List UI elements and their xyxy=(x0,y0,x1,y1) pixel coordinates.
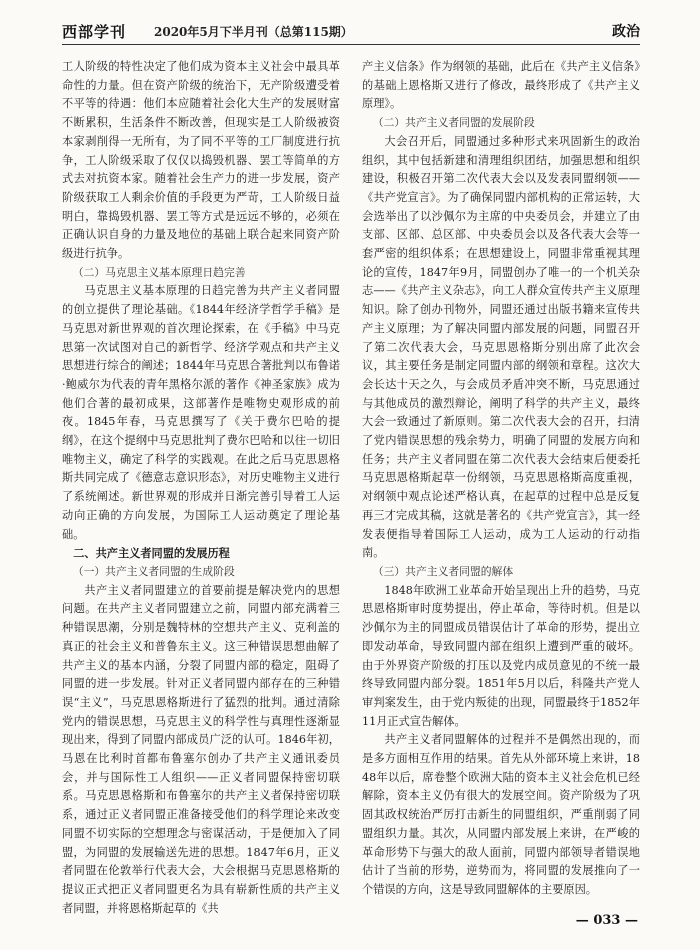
paragraph: 工人阶级的特性决定了他们成为资本主义社会中最具革命性的力量。但在资产阶级的统治下，无产阶级遭受着不平等的待遇：他们本应随着社会化大生产的发展财富不断累积，生活条件不断改善，但现实是工人阶级被资本家剥削得一无所有，为了同不平等的工厂制度进行抗争，工人阶级采取了仅仅以捣毁机器、罢工等简单的方式去对抗资本家。随着社会生产力的进一步发展，资产阶级获取工人剩余价值的手段更为严苛，工人阶级日益明白，靠捣毁机器、罢工等方式是远远不够的，必须在正确认识自身的力量及地位的基础上联合起来同资产阶级进行抗争。 xyxy=(62,60,340,261)
paragraph: 共产主义者同盟建立的首要前提是解决党内的思想问题。在共产主义者同盟建立之前，同盟内部充满着三种错误思潮，分别是魏特林的空想共产主义、克利盖的真正的社会主义和普鲁东主义。这三种错误思想曲解了共产主义的基本内涵，分裂了同盟内部的稳定，阻碍了同盟的进一步发展。针对正义者同盟内部存在的三种错误“主义”，马克思恩格斯进行了猛烈的批判。通过清除党内的错误思想，马克思主义的科学性与真理性逐渐显现出来，得到了同盟内部成员广泛的认可。1846年初，马恩在比利时首都布鲁塞尔创办了共产主义通讯委员会，并与国际性工人组织——正义者同盟保持密切联系。马克思恩格斯和布鲁塞尔的共产主义者保持密切联系，通过正义者同盟正准备接受他们的科学理论来改变同盟不切实际的空想理念与密谋活动，于是便加入了同盟，为同盟的发展输送先进的思想。1847年6月，正义者同盟在伦敦举行代表大会，大会根据马克思恩格斯的提议正式把正义者同盟更名为具有崭新性质的共产主义者同盟，并将恩格斯起草的《共 xyxy=(62,583,340,915)
paragraph: 马克思主义基本原理的日趋完善为共产主义者同盟的创立提供了理论基础。《1844年经济学哲学手稿》是马克思对新世界观的首次理论探索，在《手稿》中马克思第一次试图对自己的新哲学、经济学观点和共产主义思想进行综合的阐述；1844年马克思合著批判以布鲁诺·鲍威尔为代表的青年黑格尔派的著作《神圣家族》成为他们合著的最初成果，这部著作是唯物史观形成的前夜。1845年春，马克思撰写了《关于费尔巴哈的提纲》，在这个提纲中马克思批判了费尔巴哈和以往一切旧唯物主义，确定了科学的实践观。在此之后马克思恩格斯共同完成了《德意志意识形态》，对历史唯物主义进行了系统阐述。新世界观的形成并日渐完善引导着工人运动向正确的方向发展，为国际工人运动奠定了理论基础。 xyxy=(62,284,340,541)
page-header xyxy=(62,18,640,45)
subsection-heading: （二）马克思主义基本原理日趋完善 xyxy=(72,265,246,279)
subsection-heading: （一）共产主义者同盟的生成阶段 xyxy=(72,564,235,578)
page-number: — 033 — xyxy=(575,913,638,928)
issue-info: 2020年5月下半月刊（总第115期） xyxy=(154,25,353,39)
journal-logo: 西部学刊 xyxy=(62,23,127,41)
paragraph: 产主义信条》作为纲领的基础，此后在《共产主义信条》的基础上恩格斯又进行了修改，最终形成了《共产主义原理》。 xyxy=(362,60,640,111)
paragraph: 共产主义者同盟解体的过程并不是偶然出现的，而是多方面相互作用的结果。首先从外部环境上来讲，1848年以后，席卷整个欧洲大陆的资本主义社会危机已经解除，资本主义仍有很大的发展空间。资产阶级为了巩固其政权统治严厉打击新生的同盟组织，严重削弱了同盟组织力量。其次，从同盟内部发展上来讲，在严峻的革命形势下与强大的敌人面前，同盟内部领导者错误地估计了当前的形势，逆势而为，将同盟的发展推向了一个错误的方向，这是导致同盟解体的主要原因。 xyxy=(362,733,640,896)
section-label: 政治 xyxy=(612,24,640,40)
paragraph: 大会召开后，同盟通过多种形式来巩固新生的政治组织，其中包括新建和清理组织团结，加强思想和组织建设，积极召开第二次代表大会以及发表同盟纲领——《共产党宣言》。为了确保同盟内部机构的正常运转，大会选举出了以沙佩尔为主席的中央委员会，并建立了由支部、区部、总区部、中央委员会以及各代表大会等一套严密的组织体系；在思想建设上，同盟非常重视其理论的宣传，1847年9月，同盟创办了唯一的一个机关杂志——《共产主义杂志》，向工人群众宣传共产主义原理知识。除了创办刊物外，同盟还通过出版书籍来宣传共产主义原理；为了解决同盟内部发展的问题，同盟召开了第二次代表大会，马克思恩格斯分别出席了此次会议，其主要任务是制定同盟内部的纲领和章程。这次大会长达十天之久，与会成员矛盾冲突不断，马克思通过与其他成员的激烈辩论，阐明了科学的共产主义，最终大会一致通过了新原则。第二次代表大会的召开，扫清了党内错误思想的残余势力，明确了同盟的发展方向和任务；共产主义者同盟在第二次代表大会结束后便委托马克思恩格斯起草一份纲领，马克思恩格斯高度重视，对纲领中观点论述严格认真，在起草的过程中总是反复再三才完成其稿，这就是著名的《共产党宣言》，其一经发表便指导着国际工人运动，成为工人运动的行动指南。 xyxy=(362,134,640,560)
right-column xyxy=(362,58,640,900)
subsection-heading: （三）共产主义者同盟的解体 xyxy=(372,564,514,578)
subsection-heading: （二）共产主义者同盟的发展阶段 xyxy=(372,116,535,130)
left-column xyxy=(62,58,340,918)
paragraph: 1848年欧洲工业革命开始呈现出上升的趋势，马克思恩格斯审时度势提出，停止革命，等待时机。但是以沙佩尔为主的同盟成员错误估计了革命的形势，提出立即发动革命，导致同盟内部在组织上遭到严重的破坏。由于外界资产阶级的打压以及党内成员意见的不统一最终导致同盟内部分裂。1851年5月以后，科隆共产党人审判案发生，由于党内叛徒的出现，同盟最终于1852年11月正式宣告解体。 xyxy=(362,583,640,728)
section-heading: 二、共产主义者同盟的发展历程 xyxy=(73,546,230,561)
